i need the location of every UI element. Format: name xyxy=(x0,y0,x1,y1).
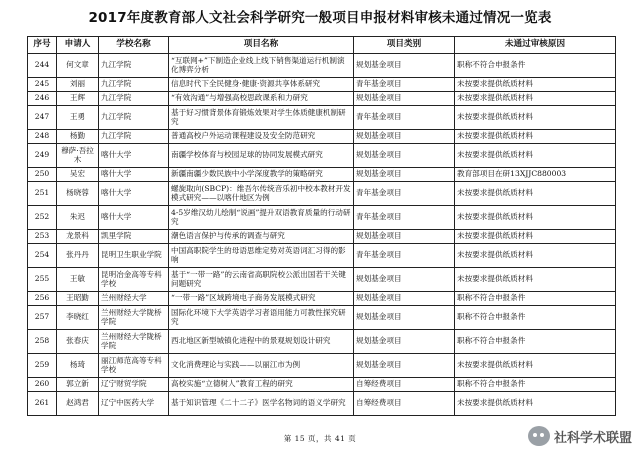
cell-reason: 未按要求提供纸质材料 xyxy=(455,244,616,268)
table-row xyxy=(28,230,616,244)
cell-category: 青年基金项目 xyxy=(354,244,455,268)
cell-applicant: 吴宏 xyxy=(57,168,99,182)
cell-reason: 未按要求提供纸质材料 xyxy=(455,130,616,144)
cell-category: 规划基金项目 xyxy=(354,54,455,78)
cell-project: 中国高职院学生的母语思维定势对英语词汇习得的影响 xyxy=(169,244,354,268)
cell-no: 244 xyxy=(28,54,57,78)
cell-school: 喀什大学 xyxy=(99,182,169,206)
cell-project: 4-5岁维汉幼儿绘制“说画”提升双语教育质量的行动研究 xyxy=(169,206,354,230)
cell-school: 兰州财经大学 xyxy=(99,292,169,306)
cell-applicant: 杨琦 xyxy=(57,354,99,378)
cell-category: 青年基金项目 xyxy=(354,206,455,230)
page-title: 2017年度教育部人文社会科学研究一般项目申报材料审核未通过情况一览表 xyxy=(88,10,552,26)
table-row xyxy=(28,106,616,130)
cell-project: 普通高校户外运动课程建设及安全防范研究 xyxy=(169,130,354,144)
cell-applicant: 张春庆 xyxy=(57,330,99,354)
cell-school: 喀什大学 xyxy=(99,144,169,168)
cell-school: 昆明冶金高等专科学校 xyxy=(99,268,169,292)
cell-no: 258 xyxy=(28,330,57,354)
cell-reason: 职称不符合申报条件 xyxy=(455,54,616,78)
cell-category: 规划基金项目 xyxy=(354,292,455,306)
cell-applicant: 龙景科 xyxy=(57,230,99,244)
cell-project: 基于“一带一路”的云南省高职院校公派出国若干关键问题研究 xyxy=(169,268,354,292)
review-table xyxy=(27,36,616,416)
cell-applicant: 王辉 xyxy=(57,92,99,106)
cell-project: 基于知识管理《二十二子》医学名物词的语义学研究 xyxy=(169,392,354,416)
wechat-icon xyxy=(528,426,550,446)
cell-reason: 职称不符合申报条件 xyxy=(455,292,616,306)
table-header-row xyxy=(28,37,616,54)
cell-project: 国际化环境下大学英语学习者语用能力可教性探究研究 xyxy=(169,306,354,330)
cell-no: 251 xyxy=(28,182,57,206)
table-row xyxy=(28,206,616,230)
table-row xyxy=(28,392,616,416)
page-number: 第 15 页，共 41 页 xyxy=(283,434,357,443)
cell-school: 九江学院 xyxy=(99,54,169,78)
header-applicant: 申请人 xyxy=(57,37,99,54)
cell-project: “有效沟通”与增强高校思政课系和力研究 xyxy=(169,92,354,106)
cell-category: 规划基金项目 xyxy=(354,268,455,292)
table-row xyxy=(28,182,616,206)
cell-school: 喀什大学 xyxy=(99,168,169,182)
cell-no: 257 xyxy=(28,306,57,330)
table-row xyxy=(28,130,616,144)
cell-reason: 未按要求提供纸质材料 xyxy=(455,92,616,106)
cell-applicant: 朱迟 xyxy=(57,206,99,230)
cell-applicant: 王敏 xyxy=(57,268,99,292)
cell-no: 247 xyxy=(28,106,57,130)
cell-reason: 未按要求提供纸质材料 xyxy=(455,182,616,206)
cell-applicant: 杨晓蓉 xyxy=(57,182,99,206)
cell-reason: 未按要求提供纸质材料 xyxy=(455,78,616,92)
cell-reason: 教育部项目在研13XJJC880003 xyxy=(455,168,616,182)
cell-no: 248 xyxy=(28,130,57,144)
cell-no: 254 xyxy=(28,244,57,268)
cell-no: 256 xyxy=(28,292,57,306)
cell-no: 250 xyxy=(28,168,57,182)
cell-reason: 未按要求提供纸质材料 xyxy=(455,206,616,230)
cell-reason: 未按要求提供纸质材料 xyxy=(455,354,616,378)
cell-no: 245 xyxy=(28,78,57,92)
cell-applicant: 王勇 xyxy=(57,106,99,130)
cell-school: 丽江师范高等专科学校 xyxy=(99,354,169,378)
table-row xyxy=(28,354,616,378)
cell-applicant: 穆萨·吾拉木 xyxy=(57,144,99,168)
cell-category: 规划基金项目 xyxy=(354,92,455,106)
header-project: 项目名称 xyxy=(169,37,354,54)
cell-school: 九江学院 xyxy=(99,130,169,144)
cell-project: 潮色语言保护与传承的调查与研究 xyxy=(169,230,354,244)
table-row xyxy=(28,292,616,306)
cell-project: 高校实施“立德树人”教育工程的研究 xyxy=(169,378,354,392)
watermark xyxy=(528,425,632,447)
cell-no: 259 xyxy=(28,354,57,378)
cell-reason: 未按要求提供纸质材料 xyxy=(455,106,616,130)
table-row xyxy=(28,78,616,92)
cell-applicant: 刘丽 xyxy=(57,78,99,92)
cell-school: 凯里学院 xyxy=(99,230,169,244)
cell-school: 九江学院 xyxy=(99,92,169,106)
table-row xyxy=(28,144,616,168)
table-row xyxy=(28,378,616,392)
cell-reason: 职称不符合申报条件 xyxy=(455,306,616,330)
cell-school: 昆明卫生职业学院 xyxy=(99,244,169,268)
cell-category: 规划基金项目 xyxy=(354,144,455,168)
cell-project: 西北地区新型城镇化进程中的景观规划设计研究 xyxy=(169,330,354,354)
table-row xyxy=(28,244,616,268)
cell-project: 螺旋取向(SBCP)：维吾尔传统音乐初中校本教材开发模式研究——以喀什地区为例 xyxy=(169,182,354,206)
cell-category: 青年基金项目 xyxy=(354,106,455,130)
cell-no: 252 xyxy=(28,206,57,230)
cell-no: 246 xyxy=(28,92,57,106)
cell-applicant: 杨勤 xyxy=(57,130,99,144)
cell-reason: 未按要求提供纸质材料 xyxy=(455,230,616,244)
cell-school: 九江学院 xyxy=(99,106,169,130)
cell-applicant: 何文章 xyxy=(57,54,99,78)
cell-project: 信息时代下全民健身·健康·资源共享体系研究 xyxy=(169,78,354,92)
header-no: 序号 xyxy=(28,37,57,54)
cell-category: 规划基金项目 xyxy=(354,330,455,354)
cell-no: 260 xyxy=(28,378,57,392)
cell-reason: 职称不符合申报条件 xyxy=(455,378,616,392)
cell-project: 新疆南疆少数民族中小学深度教学的策略研究 xyxy=(169,168,354,182)
cell-reason: 未按要求提供纸质材料 xyxy=(455,392,616,416)
cell-applicant: 郭立新 xyxy=(57,378,99,392)
cell-category: 规划基金项目 xyxy=(354,130,455,144)
cell-school: 辽宁财贸学院 xyxy=(99,378,169,392)
cell-school: 兰州财经大学陇桥学院 xyxy=(99,306,169,330)
cell-project: “一带一路”区域跨境电子商务发展模式研究 xyxy=(169,292,354,306)
cell-reason: 未按要求提供纸质材料 xyxy=(455,144,616,168)
cell-school: 辽宁中医药大学 xyxy=(99,392,169,416)
header-reason: 未通过审核原因 xyxy=(455,37,616,54)
cell-project: 文化消费理论与实践——以丽江市为例 xyxy=(169,354,354,378)
cell-applicant: 张丹丹 xyxy=(57,244,99,268)
cell-category: 规划基金项目 xyxy=(354,168,455,182)
table-row xyxy=(28,330,616,354)
cell-school: 喀什大学 xyxy=(99,206,169,230)
cell-reason: 职称不符合申报条件 xyxy=(455,330,616,354)
cell-category: 规划基金项目 xyxy=(354,354,455,378)
cell-category: 青年基金项目 xyxy=(354,182,455,206)
cell-applicant: 赵鸿君 xyxy=(57,392,99,416)
cell-no: 255 xyxy=(28,268,57,292)
cell-applicant: 李晓红 xyxy=(57,306,99,330)
cell-no: 253 xyxy=(28,230,57,244)
header-school: 学校名称 xyxy=(99,37,169,54)
cell-project: 基于好习惯背景体育锻炼效果对学生体质健康机制研究 xyxy=(169,106,354,130)
table-row xyxy=(28,168,616,182)
cell-category: 规划基金项目 xyxy=(354,230,455,244)
table-row xyxy=(28,306,616,330)
cell-no: 261 xyxy=(28,392,57,416)
cell-category: 规划基金项目 xyxy=(354,306,455,330)
table-row xyxy=(28,92,616,106)
cell-category: 自筹经费项目 xyxy=(354,378,455,392)
cell-project: “互联网+”下制造企业线上线下销售渠道运行机制演化博弈分析 xyxy=(169,54,354,78)
cell-project: 南疆学校体育与校园足球的协同发展模式研究 xyxy=(169,144,354,168)
table-row xyxy=(28,54,616,78)
cell-reason: 未按要求提供纸质材料 xyxy=(455,268,616,292)
cell-no: 249 xyxy=(28,144,57,168)
watermark-text: 社科学术联盟 xyxy=(553,430,632,446)
cell-school: 兰州财经大学陇桥学院 xyxy=(99,330,169,354)
cell-category: 自筹经费项目 xyxy=(354,392,455,416)
table-row xyxy=(28,268,616,292)
cell-school: 九江学院 xyxy=(99,78,169,92)
cell-category: 青年基金项目 xyxy=(354,78,455,92)
cell-applicant: 王昭勤 xyxy=(57,292,99,306)
header-category: 项目类别 xyxy=(354,37,455,54)
